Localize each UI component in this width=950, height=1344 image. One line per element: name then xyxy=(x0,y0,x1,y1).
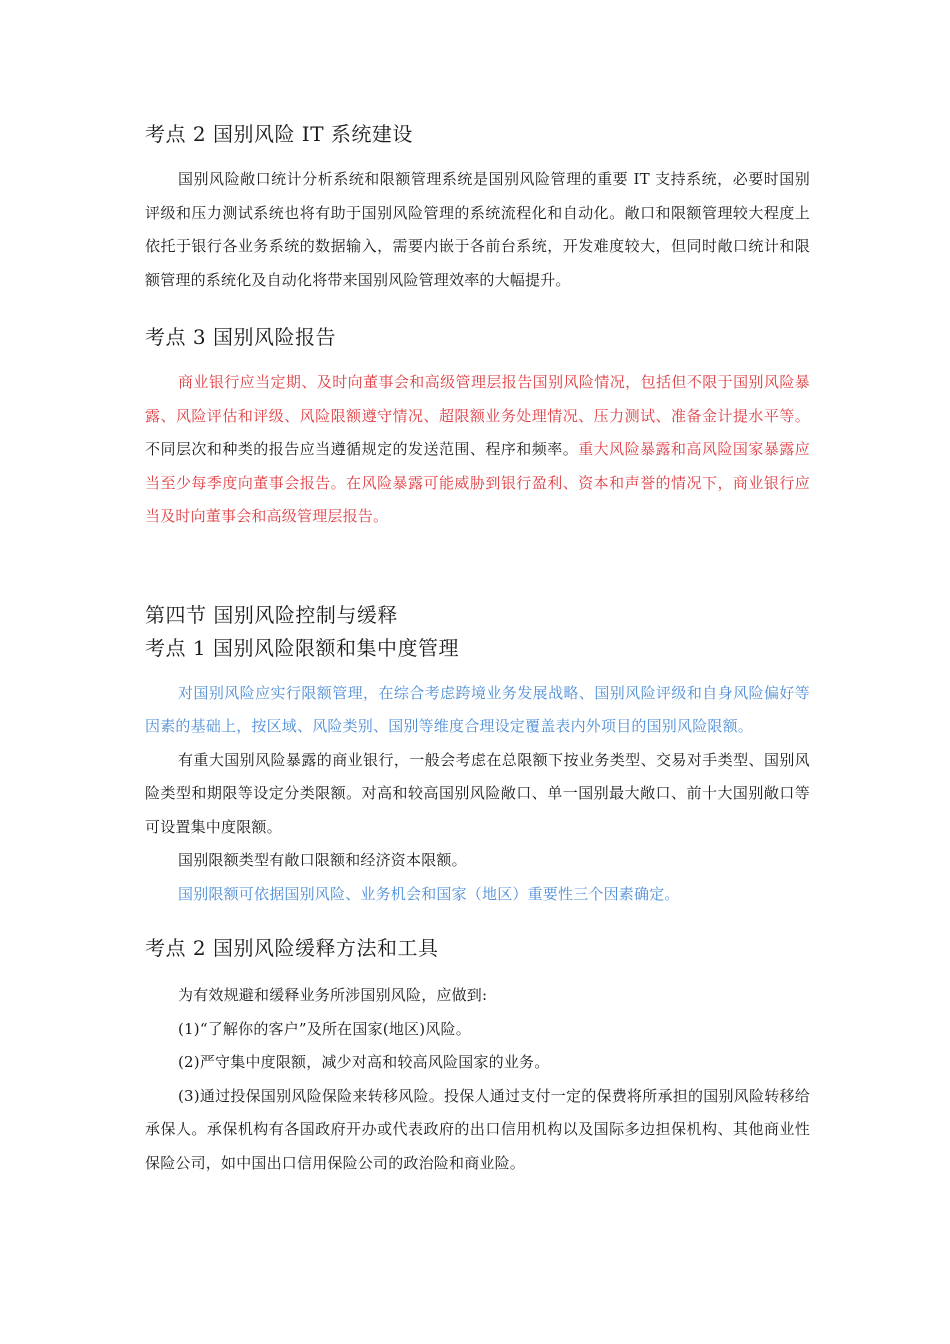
paragraph-limit-1: 对国别风险应实行限额管理，在综合考虑跨境业务发展战略、国别风险评级和自身风险偏好等因素的基础上，按区域、风险类别、国别等维度合理设定覆盖表内外项目的国别风险限额。 xyxy=(145,683,810,735)
paragraph-limit-3: 国别限额类型有敞口限额和经济资本限额。 xyxy=(178,851,467,869)
report-text-black: 不同层次和种类的报告应当遵循规定的发送范围、程序和频率。 xyxy=(145,440,579,458)
list-item-mitigation-1: (1)“了解你的客户”及所在国家(地区)风险。 xyxy=(178,1019,471,1038)
report-text-red-2: 重大风险暴露和高风险国家暴露应当至少每季度向董事会报告。在风险暴露可能威胁到银行盈利、资本和声誉的情况下，商业银行应当及时向董事会和高级管理层报告。 xyxy=(145,440,810,525)
report-text-red-1: 商业银行应当定期、及时向董事会和高级管理层报告国别风险情况，包括但不限于国别风险暴露、风险评估和评级、风险限额遵守情况、超限额业务处理情况、压力测试、准备金计提水平等。 xyxy=(145,373,810,425)
document-page xyxy=(145,112,810,1180)
paragraph-mitigation-intro: 为有效规避和缓释业务所涉国别风险，应做到: xyxy=(178,986,488,1004)
heading-mitigation: 考点 2 国别风险缓释方法和工具 xyxy=(145,936,439,960)
paragraph-limit-2: 有重大国别风险暴露的商业银行，一般会考虑在总限额下按业务类型、交易对手类型、国别风险类型和期限等设定分类限额。对高和较高国别风险敞口、单一国别最大敞口、前十大国别敞口等可设置集中度限额。 xyxy=(145,750,810,836)
heading-it-system: 考点 2 国别风险 IT 系统建设 xyxy=(145,122,413,146)
chapter-heading-section4: 第四节 国别风险控制与缓释 xyxy=(145,602,398,627)
paragraph-it-system: 国别风险敞口统计分析系统和限额管理系统是国别风险管理的重要 IT 支持系统，必要时国别评级和压力测试系统也将有助于国别风险管理的系统流程化和自动化。敞口和限额管理较大程度上依托于银行各业务系统的数据输入，需要内嵌于各前台系统，开发难度较大，但同时敞口统计和限额管理的系统化及自动化将带来国别风险管理效率的大幅提升。 xyxy=(145,170,810,289)
list-item-mitigation-2: (2)严守集中度限额，减少对高和较高风险国家的业务。 xyxy=(178,1053,550,1071)
heading-limit-management: 考点 1 国别风险限额和集中度管理 xyxy=(145,635,459,660)
list-item-mitigation-3: (3)通过投保国别风险保险来转移风险。投保人通过支付一定的保费将所承担的国别风险转移给承保人。承保机构有各国政府开办或代表政府的出口信用机构以及国际多边担保机构、其他商业性保险公司，如中国出口信用保险公司的政治险和商业险。 xyxy=(145,1086,810,1172)
paragraph-limit-4: 国别限额可依据国别风险、业务机会和国家（地区）重要性三个因素确定。 xyxy=(178,884,680,903)
paragraph-country-risk-report xyxy=(145,366,810,534)
heading-country-risk-report: 考点 3 国别风险报告 xyxy=(145,325,336,349)
